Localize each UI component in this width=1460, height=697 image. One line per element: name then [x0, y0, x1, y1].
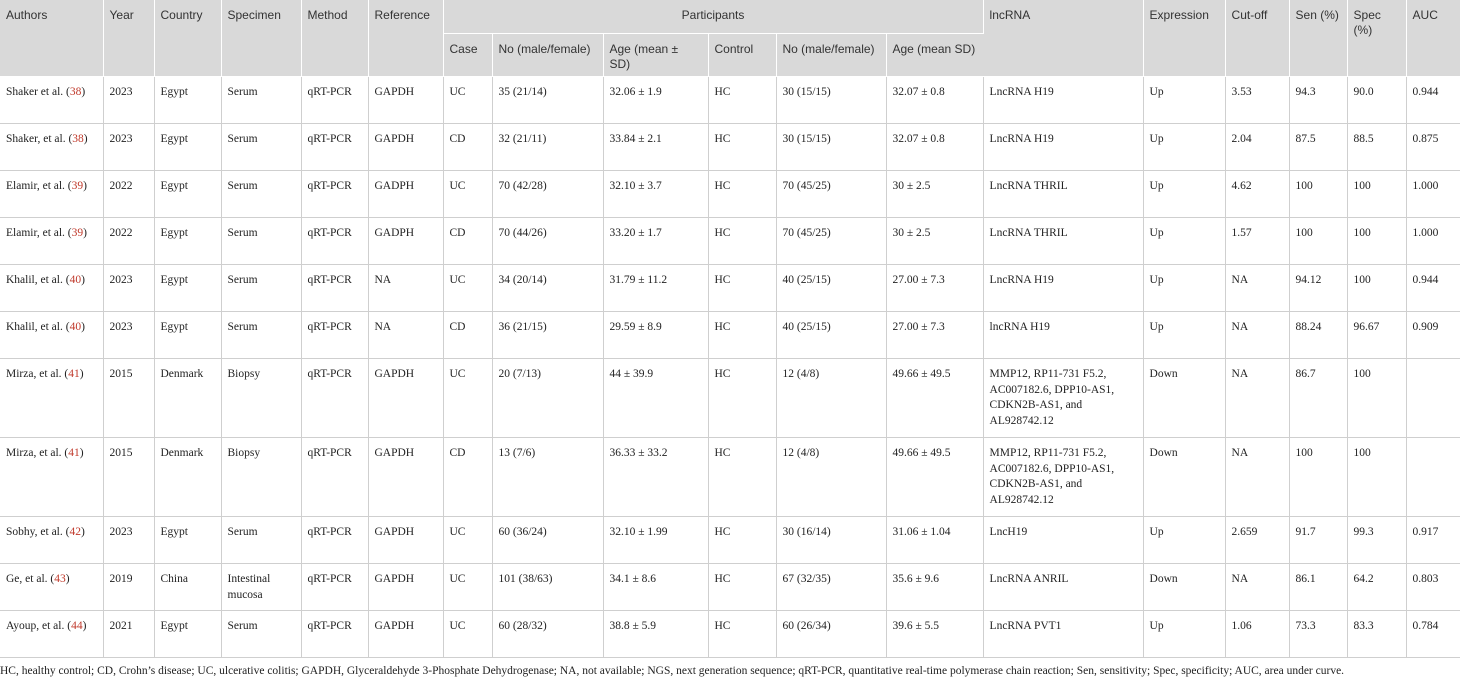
- header-control-age: Age (mean SD): [886, 34, 983, 77]
- author-name: Ayoup, et al. (: [6, 620, 72, 632]
- citation-close: ): [80, 526, 85, 538]
- author-name: Mirza, et al. (: [6, 447, 69, 459]
- cell-control-no: 30 (15/15): [776, 77, 886, 124]
- cell-lncrna: LncRNA H19: [983, 124, 1143, 171]
- cell-year: 2023: [103, 124, 154, 171]
- cell-auc: 1.000: [1406, 171, 1460, 218]
- cell-cutoff: NA: [1225, 564, 1289, 611]
- cell-auc: [1406, 438, 1460, 517]
- cell-auc: 0.875: [1406, 124, 1460, 171]
- header-spec: Spec (%): [1347, 0, 1406, 77]
- table-row: [0, 124, 1460, 171]
- cell-auc: 0.944: [1406, 77, 1460, 124]
- cell-expression: Up: [1143, 171, 1225, 218]
- cell-reference: GAPDH: [368, 517, 443, 564]
- author-name: Ge, et al. (: [6, 573, 55, 585]
- header-expression: Expression: [1143, 0, 1225, 77]
- cell-specimen: Biopsy: [221, 359, 301, 438]
- header-country: Country: [154, 0, 221, 77]
- citation-close: ): [81, 86, 86, 98]
- header-method: Method: [301, 0, 368, 77]
- author-name: Shaker et al. (: [6, 86, 70, 98]
- cell-control-no: 40 (25/15): [776, 312, 886, 359]
- table-body: [0, 77, 1460, 658]
- cell-sen: 86.1: [1289, 564, 1347, 611]
- cell-country: China: [154, 564, 221, 611]
- cell-method: qRT-PCR: [301, 611, 368, 658]
- cell-year: 2023: [103, 517, 154, 564]
- cell-auc: [1406, 359, 1460, 438]
- cell-country: Egypt: [154, 265, 221, 312]
- cell-lncrna: LncRNA PVT1: [983, 611, 1143, 658]
- cell-lncrna: MMP12, RP11-731 F5.2, AC007182.6, DPP10-AS1, CDKN2B-AS1, and AL928742.12: [983, 359, 1143, 438]
- cell-spec: 64.2: [1347, 564, 1406, 611]
- cell-expression: Up: [1143, 77, 1225, 124]
- cell-cutoff: 2.04: [1225, 124, 1289, 171]
- cell-control-age: 49.66 ± 49.5: [886, 438, 983, 517]
- cell-lncrna: LncRNA ANRIL: [983, 564, 1143, 611]
- cell-spec: 100: [1347, 218, 1406, 265]
- cell-sen: 94.12: [1289, 265, 1347, 312]
- cell-sen: 87.5: [1289, 124, 1347, 171]
- cell-control: HC: [708, 438, 776, 517]
- cell-country: Egypt: [154, 611, 221, 658]
- cell-case: CD: [443, 312, 492, 359]
- cell-reference: NA: [368, 312, 443, 359]
- cell-specimen: Serum: [221, 312, 301, 359]
- cell-author: [0, 171, 103, 218]
- cell-year: 2022: [103, 171, 154, 218]
- cell-case: UC: [443, 77, 492, 124]
- cell-control-age: 35.6 ± 9.6: [886, 564, 983, 611]
- table-row: [0, 312, 1460, 359]
- header-auc: AUC: [1406, 0, 1460, 77]
- cell-cutoff: 2.659: [1225, 517, 1289, 564]
- cell-case: UC: [443, 611, 492, 658]
- cell-spec: 90.0: [1347, 77, 1406, 124]
- cell-specimen: Serum: [221, 265, 301, 312]
- header-year: Year: [103, 0, 154, 77]
- cell-case-no: 35 (21/14): [492, 77, 603, 124]
- cell-control-no: 30 (15/15): [776, 124, 886, 171]
- cell-cutoff: 4.62: [1225, 171, 1289, 218]
- cell-lncrna: LncH19: [983, 517, 1143, 564]
- cell-control-age: 32.07 ± 0.8: [886, 124, 983, 171]
- cell-author: [0, 517, 103, 564]
- cell-spec: 100: [1347, 359, 1406, 438]
- cell-reference: GADPH: [368, 171, 443, 218]
- cell-auc: 0.784: [1406, 611, 1460, 658]
- cell-control: HC: [708, 265, 776, 312]
- cell-control-age: 27.00 ± 7.3: [886, 312, 983, 359]
- table-footnote: HC, healthy control; CD, Crohn’s disease; UC, ulcerative colitis; GAPDH, Glyceraldehyde 3-Phosphate Dehydrogenase; NA, not available; NGS, next generation sequence; qRT-PCR, quantitative real-time polymerase chain reaction; Sen, sensitivity; Spec, specificity; AUC, area under curve.: [0, 665, 1345, 677]
- cell-case-no: 20 (7/13): [492, 359, 603, 438]
- cell-case: CD: [443, 438, 492, 517]
- cell-expression: Down: [1143, 359, 1225, 438]
- cell-control: HC: [708, 564, 776, 611]
- cell-country: Denmark: [154, 438, 221, 517]
- citation-link[interactable]: 43: [54, 573, 66, 585]
- cell-country: Egypt: [154, 171, 221, 218]
- cell-year: 2021: [103, 611, 154, 658]
- cell-reference: GAPDH: [368, 438, 443, 517]
- citation-link[interactable]: 42: [69, 526, 81, 538]
- cell-cutoff: 1.06: [1225, 611, 1289, 658]
- cell-expression: Up: [1143, 312, 1225, 359]
- cell-case-no: 34 (20/14): [492, 265, 603, 312]
- cell-sen: 100: [1289, 171, 1347, 218]
- cell-control: HC: [708, 124, 776, 171]
- cell-sen: 91.7: [1289, 517, 1347, 564]
- cell-sen: 100: [1289, 438, 1347, 517]
- cell-specimen: Serum: [221, 171, 301, 218]
- cell-control: HC: [708, 77, 776, 124]
- cell-control-no: 67 (32/35): [776, 564, 886, 611]
- cell-method: qRT-PCR: [301, 124, 368, 171]
- cell-year: 2023: [103, 77, 154, 124]
- cell-lncrna: LncRNA H19: [983, 77, 1143, 124]
- cell-method: qRT-PCR: [301, 312, 368, 359]
- cell-case-no: 70 (42/28): [492, 171, 603, 218]
- cell-spec: 99.3: [1347, 517, 1406, 564]
- citation-close: ): [83, 180, 87, 192]
- citation-close: ): [81, 274, 85, 286]
- header-lncrna: lncRNA: [983, 0, 1143, 77]
- cell-control-age: 30 ± 2.5: [886, 171, 983, 218]
- table-row: [0, 218, 1460, 265]
- cell-reference: GADPH: [368, 218, 443, 265]
- cell-sen: 86.7: [1289, 359, 1347, 438]
- cell-author: [0, 312, 103, 359]
- cell-case: UC: [443, 265, 492, 312]
- table-row: [0, 77, 1460, 124]
- citation-link[interactable]: 39: [71, 227, 84, 239]
- table-row: [0, 517, 1460, 564]
- cell-case-no: 60 (36/24): [492, 517, 603, 564]
- citation-link[interactable]: 38: [72, 133, 84, 145]
- cell-cutoff: 3.53: [1225, 77, 1289, 124]
- cell-cutoff: NA: [1225, 359, 1289, 438]
- cell-case-no: 32 (21/11): [492, 124, 603, 171]
- cell-spec: 96.67: [1347, 312, 1406, 359]
- cell-control-no: 40 (25/15): [776, 265, 886, 312]
- cell-year: 2015: [103, 438, 154, 517]
- cell-expression: Up: [1143, 218, 1225, 265]
- cell-control-age: 31.06 ± 1.04: [886, 517, 983, 564]
- cell-spec: 88.5: [1347, 124, 1406, 171]
- author-name: Elamir, et al. (: [6, 180, 72, 192]
- cell-reference: GAPDH: [368, 611, 443, 658]
- cell-year: 2015: [103, 359, 154, 438]
- cell-spec: 100: [1347, 438, 1406, 517]
- cell-control: HC: [708, 611, 776, 658]
- cell-control-no: 70 (45/25): [776, 171, 886, 218]
- cell-case-no: 36 (21/15): [492, 312, 603, 359]
- header-case-no: No (male/female): [492, 34, 603, 77]
- cell-cutoff: NA: [1225, 438, 1289, 517]
- cell-reference: GAPDH: [368, 77, 443, 124]
- cell-case-age: 44 ± 39.9: [603, 359, 708, 438]
- author-name: Shaker, et al. (: [6, 133, 73, 145]
- cell-author: [0, 218, 103, 265]
- cell-lncrna: MMP12, RP11-731 F5.2, AC007182.6, DPP10-AS1, CDKN2B-AS1, and AL928742.12: [983, 438, 1143, 517]
- cell-expression: Up: [1143, 265, 1225, 312]
- cell-case: UC: [443, 517, 492, 564]
- cell-country: Egypt: [154, 124, 221, 171]
- cell-country: Egypt: [154, 77, 221, 124]
- cell-case: CD: [443, 218, 492, 265]
- citation-link[interactable]: 39: [71, 180, 84, 192]
- citation-close: ): [79, 447, 84, 459]
- cell-cutoff: 1.57: [1225, 218, 1289, 265]
- cell-method: qRT-PCR: [301, 359, 368, 438]
- cell-lncrna: LncRNA H19: [983, 265, 1143, 312]
- cell-case-no: 101 (38/63): [492, 564, 603, 611]
- cell-lncrna: lncRNA H19: [983, 312, 1143, 359]
- cell-method: qRT-PCR: [301, 171, 368, 218]
- cell-auc: 0.917: [1406, 517, 1460, 564]
- cell-author: [0, 77, 103, 124]
- cell-case: UC: [443, 171, 492, 218]
- cell-author: [0, 265, 103, 312]
- cell-spec: 100: [1347, 265, 1406, 312]
- cell-case: CD: [443, 124, 492, 171]
- citation-link[interactable]: 40: [69, 321, 82, 333]
- cell-sen: 88.24: [1289, 312, 1347, 359]
- cell-control-age: 32.07 ± 0.8: [886, 77, 983, 124]
- cell-year: 2023: [103, 312, 154, 359]
- cell-case-no: 13 (7/6): [492, 438, 603, 517]
- cell-control-no: 30 (16/14): [776, 517, 886, 564]
- table-row: [0, 438, 1460, 517]
- header-participants: Participants: [443, 0, 983, 34]
- header-sen: Sen (%): [1289, 0, 1347, 77]
- cell-year: 2019: [103, 564, 154, 611]
- header-case-age: Age (mean ± SD): [603, 34, 708, 77]
- cell-control-no: 12 (4/8): [776, 438, 886, 517]
- cell-lncrna: LncRNA THRIL: [983, 171, 1143, 218]
- header-cutoff: Cut-off: [1225, 0, 1289, 77]
- cell-case: UC: [443, 564, 492, 611]
- cell-case-age: 34.1 ± 8.6: [603, 564, 708, 611]
- cell-control-age: 27.00 ± 7.3: [886, 265, 983, 312]
- cell-case-age: 31.79 ± 11.2: [603, 265, 708, 312]
- cell-auc: 0.944: [1406, 265, 1460, 312]
- cell-method: qRT-PCR: [301, 265, 368, 312]
- citation-close: ): [65, 573, 70, 585]
- cell-sen: 100: [1289, 218, 1347, 265]
- author-name: Elamir, et al. (: [6, 227, 72, 239]
- header-control-no: No (male/female): [776, 34, 886, 77]
- cell-auc: 1.000: [1406, 218, 1460, 265]
- cell-method: qRT-PCR: [301, 218, 368, 265]
- cell-expression: Up: [1143, 517, 1225, 564]
- cell-expression: Down: [1143, 564, 1225, 611]
- cell-control: HC: [708, 359, 776, 438]
- cell-method: qRT-PCR: [301, 77, 368, 124]
- cell-reference: NA: [368, 265, 443, 312]
- cell-expression: Down: [1143, 438, 1225, 517]
- cell-control-age: 49.66 ± 49.5: [886, 359, 983, 438]
- cell-case-no: 60 (28/32): [492, 611, 603, 658]
- cell-country: Egypt: [154, 312, 221, 359]
- cell-specimen: Intestinal mucosa: [221, 564, 301, 611]
- cell-control-no: 60 (26/34): [776, 611, 886, 658]
- cell-case-age: 33.20 ± 1.7: [603, 218, 708, 265]
- citation-close: ): [79, 368, 84, 380]
- cell-sen: 94.3: [1289, 77, 1347, 124]
- cell-control-age: 39.6 ± 5.5: [886, 611, 983, 658]
- cell-case-age: 32.10 ± 3.7: [603, 171, 708, 218]
- cell-year: 2022: [103, 218, 154, 265]
- table-row: [0, 564, 1460, 611]
- citation-close: ): [83, 227, 87, 239]
- cell-control: HC: [708, 218, 776, 265]
- cell-author: [0, 611, 103, 658]
- cell-case-age: 29.59 ± 8.9: [603, 312, 708, 359]
- cell-year: 2023: [103, 265, 154, 312]
- cell-specimen: Serum: [221, 517, 301, 564]
- cell-specimen: Serum: [221, 77, 301, 124]
- cell-author: [0, 359, 103, 438]
- cell-author: [0, 124, 103, 171]
- citation-link[interactable]: 41: [68, 447, 80, 459]
- citation-close: ): [83, 133, 88, 145]
- cell-specimen: Serum: [221, 124, 301, 171]
- cell-case: UC: [443, 359, 492, 438]
- author-name: Khalil, et al. (: [6, 321, 70, 333]
- cell-case-age: 32.06 ± 1.9: [603, 77, 708, 124]
- table-row: [0, 265, 1460, 312]
- author-name: Sobhy, et al. (: [6, 526, 70, 538]
- header-specimen: Specimen: [221, 0, 301, 77]
- cell-control-no: 12 (4/8): [776, 359, 886, 438]
- cell-reference: GAPDH: [368, 564, 443, 611]
- cell-case-age: 32.10 ± 1.99: [603, 517, 708, 564]
- citation-link[interactable]: 41: [68, 368, 80, 380]
- cell-author: [0, 564, 103, 611]
- cell-specimen: Serum: [221, 611, 301, 658]
- cell-country: Denmark: [154, 359, 221, 438]
- header-reference: Reference: [368, 0, 443, 77]
- cell-reference: GAPDH: [368, 359, 443, 438]
- cell-control: HC: [708, 517, 776, 564]
- cell-spec: 100: [1347, 171, 1406, 218]
- cell-case-age: 36.33 ± 33.2: [603, 438, 708, 517]
- header-control: Control: [708, 34, 776, 77]
- cell-control-age: 30 ± 2.5: [886, 218, 983, 265]
- cell-reference: GAPDH: [368, 124, 443, 171]
- cell-specimen: Biopsy: [221, 438, 301, 517]
- cell-method: qRT-PCR: [301, 438, 368, 517]
- cell-auc: 0.909: [1406, 312, 1460, 359]
- cell-spec: 83.3: [1347, 611, 1406, 658]
- table-row: [0, 611, 1460, 658]
- cell-cutoff: NA: [1225, 265, 1289, 312]
- cell-case-age: 38.8 ± 5.9: [603, 611, 708, 658]
- cell-expression: Up: [1143, 611, 1225, 658]
- cell-case-no: 70 (44/26): [492, 218, 603, 265]
- cell-country: Egypt: [154, 517, 221, 564]
- cell-control: HC: [708, 171, 776, 218]
- cell-author: [0, 438, 103, 517]
- cell-specimen: Serum: [221, 218, 301, 265]
- cell-case-age: 33.84 ± 2.1: [603, 124, 708, 171]
- cell-method: qRT-PCR: [301, 517, 368, 564]
- table-row: [0, 359, 1460, 438]
- cell-lncrna: LncRNA THRIL: [983, 218, 1143, 265]
- citation-link[interactable]: 38: [69, 86, 82, 98]
- citation-link[interactable]: 40: [69, 274, 82, 286]
- cell-expression: Up: [1143, 124, 1225, 171]
- citation-link[interactable]: 44: [71, 620, 83, 632]
- cell-control: HC: [708, 312, 776, 359]
- cell-sen: 73.3: [1289, 611, 1347, 658]
- author-name: Mirza, et al. (: [6, 368, 69, 380]
- cell-cutoff: NA: [1225, 312, 1289, 359]
- citation-close: ): [81, 321, 85, 333]
- citation-close: ): [82, 620, 87, 632]
- cell-auc: 0.803: [1406, 564, 1460, 611]
- cell-control-no: 70 (45/25): [776, 218, 886, 265]
- cell-country: Egypt: [154, 218, 221, 265]
- table-row: [0, 171, 1460, 218]
- cell-method: qRT-PCR: [301, 564, 368, 611]
- author-name: Khalil, et al. (: [6, 274, 70, 286]
- header-authors: Authors: [0, 0, 103, 77]
- header-case: Case: [443, 34, 492, 77]
